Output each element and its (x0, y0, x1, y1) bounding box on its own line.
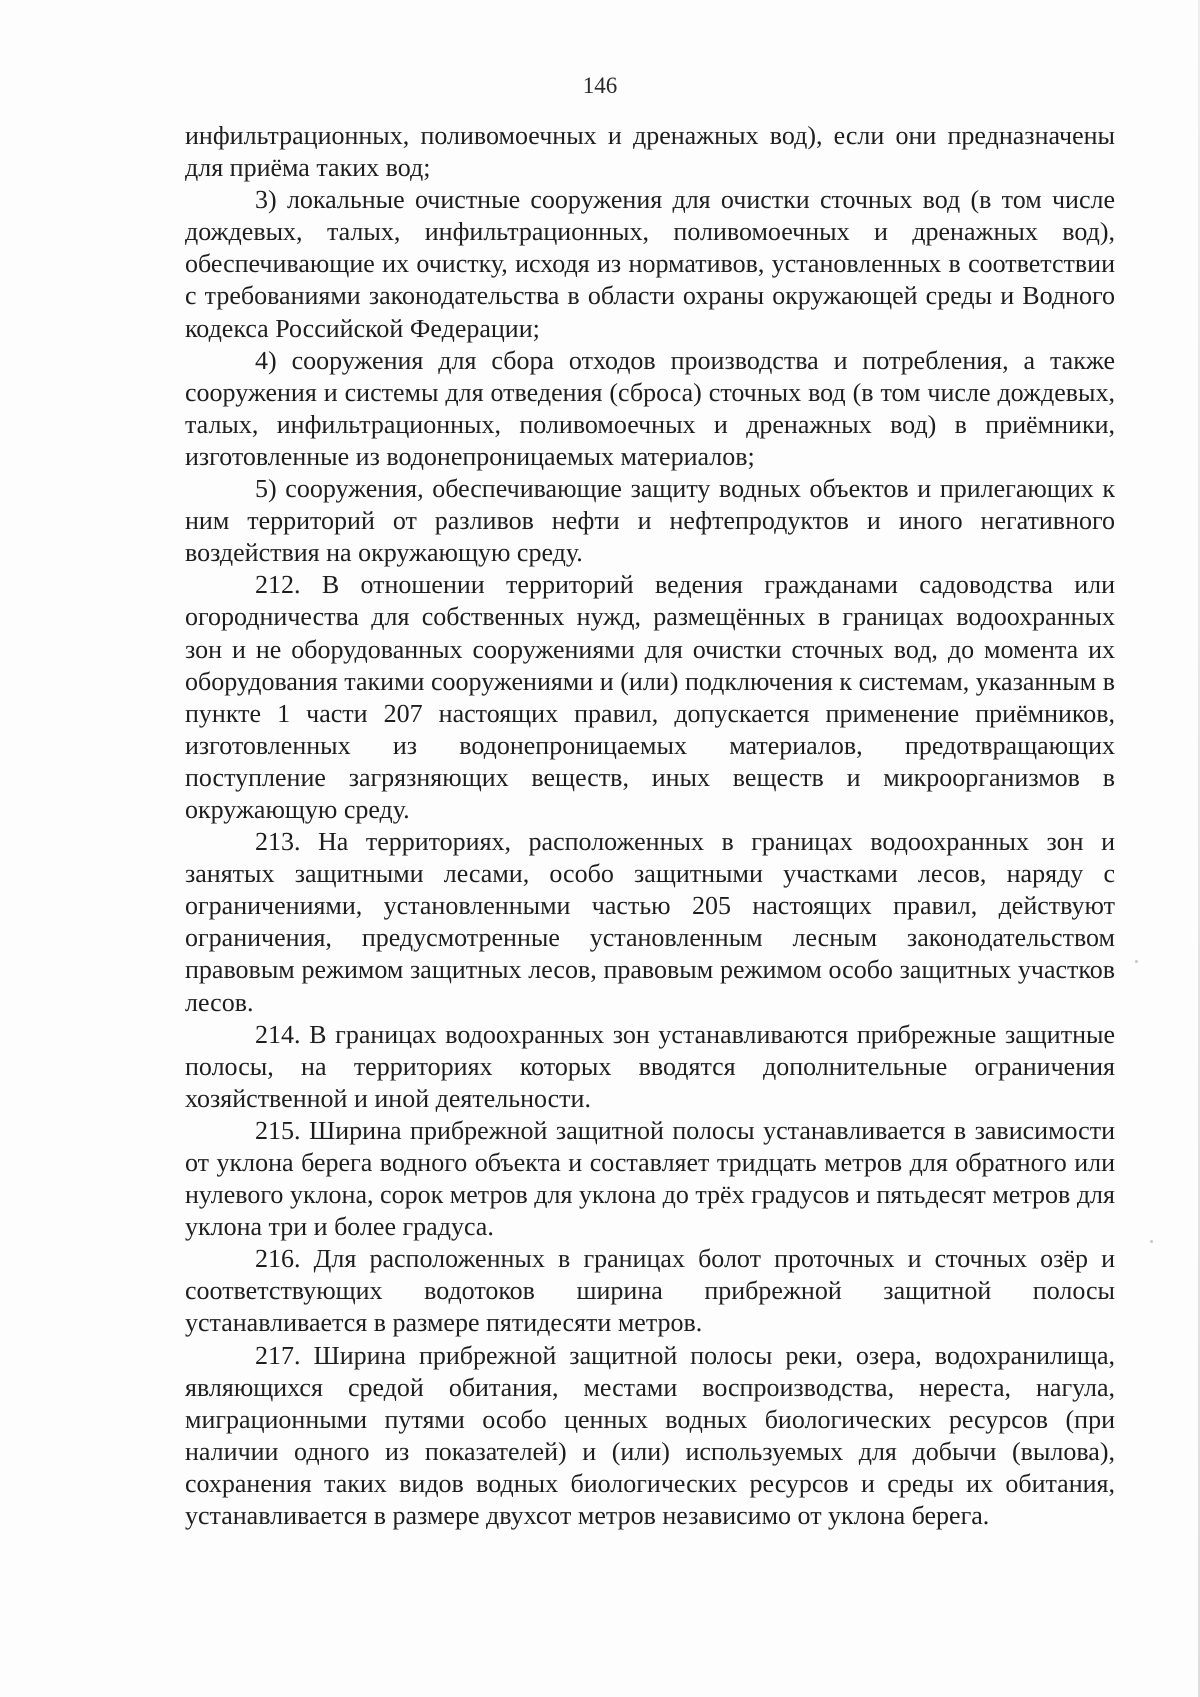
paragraph-item-3: 3) локальные очистные сооружения для очистки сточных вод (в том числе дождевых, талых, инфильтрационных, поливомоечных и дренажных вод), обеспечивающие их очистку, исходя из нормативов, установленных в соответствии с требованиями законодательства в области охраны окружающей среды и Водного кодекса Российской Федерации; (185, 185, 1115, 343)
paragraph-item-4: 4) сооружения для сбора отходов производства и потребления, а также сооружения и системы для отведения (сброса) сточных вод (в том числе дождевых, талых, инфильтрационных, поливомоечных и дренажных вод) в приёмники, изготовленные из водонепроницаемых материалов; (185, 345, 1115, 471)
paragraph-item-5: 5) сооружения, обеспечивающие защиту водных объектов и прилегающих к ним территорий от разливов нефти и нефтепродуктов и иного негативного воздействия на окружающую среду. (185, 474, 1115, 568)
paragraph-section-216: 216. Для расположенных в границах болот проточных и сточных озёр и соответствующих водотоков ширина прибрежной защитной полосы устанавливается в размере пятидесяти метров. (185, 1244, 1115, 1338)
paragraph-section-213: 213. На территориях, расположенных в границах водоохранных зон и занятых защитными лесами, особо защитными участками лесов, наряду с ограничениями, установленными частью 205 настоящих правил, действуют ограничения, предусмотренные установленным лесным законодательством правовым режимом защитных лесов, правовым режимом особо защитных участков лесов. (185, 827, 1115, 1017)
paragraph-section-212: 212. В отношении территорий ведения гражданами садоводства или огородничества для собственных нужд, размещённых в границах водоохранных зон и не оборудованных сооружениями для очистки сточных вод, до момента их оборудования такими сооружениями и (или) подключения к системам, указанным в пункте 1 части 207 настоящих правил, допускается применение приёмников, изготовленных из водонепроницаемых материалов, предотвращающих поступление загрязняющих веществ, иных веществ и микроорганизмов в окружающую среду. (185, 570, 1115, 824)
paragraph-section-214: 214. В границах водоохранных зон устанавливаются прибрежные защитные полосы, на территориях которых вводятся дополнительные ограничения хозяйственной и иной деятельности. (185, 1019, 1115, 1113)
paragraph-section-215: 215. Ширина прибрежной защитной полосы устанавливается в зависимости от уклона берега водного объекта и составляет тридцать метров для обратного или нулевого уклона, сорок метров для уклона до трёх градусов и пятьдесят метров для уклона три и более градуса. (185, 1115, 1115, 1242)
scan-speck (1135, 960, 1138, 963)
paragraph-section-217: 217. Ширина прибрежной защитной полосы реки, озера, водохранилища, являющихся средой обитания, местами воспроизводства, нереста, нагула, миграционными путями особо ценных водных биологических ресурсов (при наличии одного из показателей) и (или) используемых для добычи (вылова), сохранения таких видов водных биологических ресурсов и среды их обитания, устанавливается в размере двухсот метров независимо от уклона берега. (185, 1340, 1115, 1531)
document-body (185, 120, 1115, 1532)
scan-speck (1150, 1240, 1153, 1243)
page-number: 146 (582, 73, 618, 98)
paragraph-continuation: инфильтрационных, поливомоечных и дренажных вод), если они предназначены для приёма таких вод; (185, 121, 1115, 183)
